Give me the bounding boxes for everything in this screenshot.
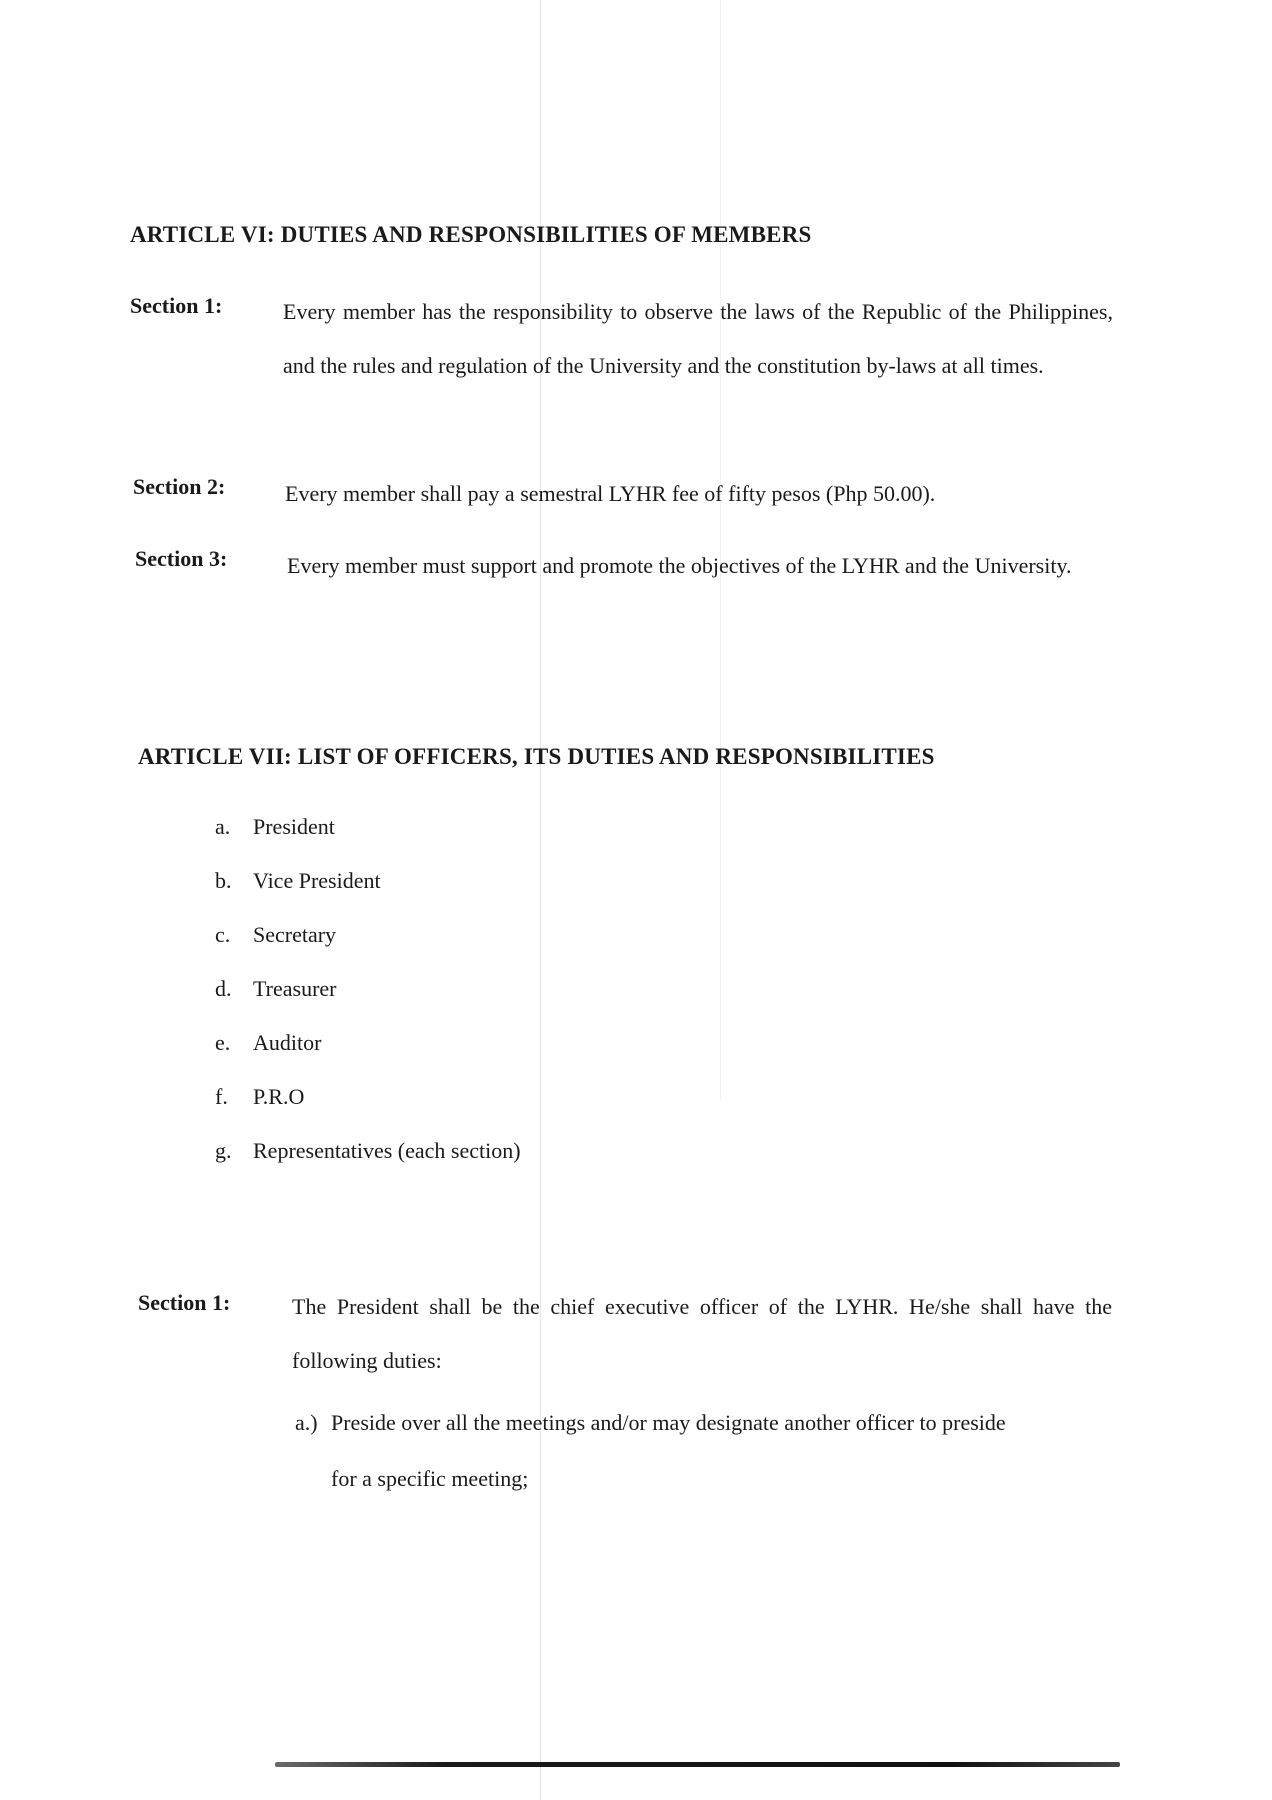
officer-title: Auditor — [253, 1030, 322, 1055]
scan-artifact-line — [540, 0, 541, 1800]
officer-title: Secretary — [253, 922, 337, 947]
officer-letter: d. — [215, 976, 232, 1001]
officer-letter: e. — [215, 1030, 231, 1055]
officer-title: Vice President — [253, 868, 381, 893]
scan-bottom-edge — [275, 1762, 1120, 1767]
duty-letter: a.) — [295, 1410, 318, 1435]
article-6-section-3-text: Every member must support and promote the objectives of the LYHR and the University. — [287, 553, 1072, 578]
article-7-section-1-label: Section 1: — [138, 1290, 231, 1315]
officer-item — [215, 814, 335, 840]
officer-item — [215, 1138, 521, 1164]
officer-item — [215, 1084, 304, 1110]
officer-title: Treasurer — [253, 976, 337, 1001]
officer-item — [215, 922, 336, 948]
article-6-section-1-label: Section 1: — [130, 293, 223, 318]
officer-item — [215, 868, 381, 894]
officer-title: P.R.O — [253, 1084, 305, 1109]
officer-letter: a. — [215, 814, 231, 839]
article-6-heading: ARTICLE VI: DUTIES AND RESPONSIBILITIES OF MEMBERS — [130, 222, 812, 247]
officer-letter: f. — [215, 1084, 228, 1109]
duty-text-line-1: Preside over all the meetings and/or may designate another officer to preside — [331, 1410, 1006, 1435]
officer-item — [215, 976, 337, 1002]
article-6-section-2-label: Section 2: — [133, 474, 226, 499]
article-7-heading: ARTICLE VII: LIST OF OFFICERS, ITS DUTIES AND RESPONSIBILITIES — [138, 744, 935, 769]
article-7-section-1-text: The President shall be the chief executive officer of the LYHR. He/she shall have the following duties: — [292, 1294, 1112, 1373]
article-6-section-1-text: Every member has the responsibility to observe the laws of the Republic of the Philippines, and the rules and regulation of the University and the constitution by-laws at all times. — [283, 299, 1113, 378]
article-6-section-3-label: Section 3: — [135, 546, 228, 571]
officer-letter: g. — [215, 1138, 232, 1163]
president-duty-item — [295, 1395, 1115, 1507]
officer-letter: b. — [215, 868, 232, 893]
officer-letter: c. — [215, 922, 231, 947]
officer-title: President — [253, 814, 335, 839]
duty-text-line-2: for a specific meeting; — [331, 1466, 529, 1491]
officer-title: Representatives (each section) — [253, 1138, 521, 1163]
officer-item — [215, 1030, 321, 1056]
article-6-section-2-text: Every member shall pay a semestral LYHR fee of fifty pesos (Php 50.00). — [285, 481, 936, 506]
